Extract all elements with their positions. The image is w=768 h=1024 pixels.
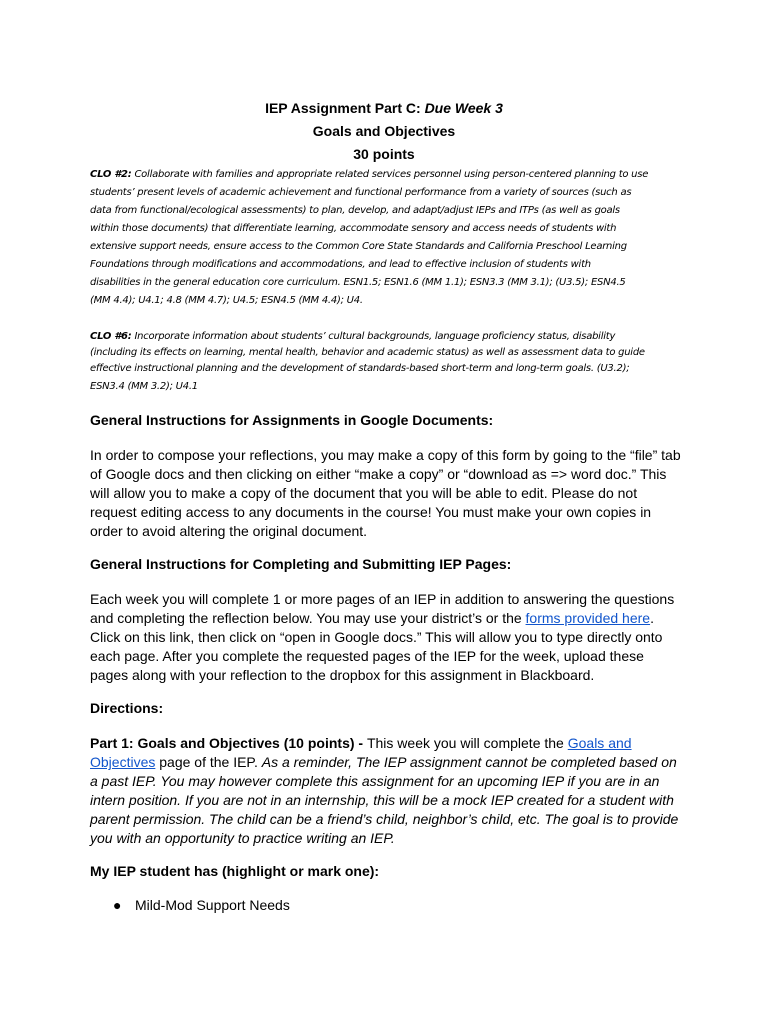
google-docs-line: of Google docs and then clicking on either “make a copy” or “download as => word doc.” This	[90, 466, 667, 482]
google-docs-line: order to avoid altering the original document.	[90, 523, 368, 539]
part1-italic-line: parent permission. The child can be a friend’s child, neighbor’s child, etc. The goal is to provide	[90, 811, 679, 827]
google-docs-heading: General Instructions for Assignments in Google Documents:	[90, 412, 494, 428]
assignment-points: 30 points	[353, 146, 415, 162]
part1-text: page of the IEP.	[155, 754, 262, 770]
part1-title: Part 1: Goals and Objectives (10 points) -	[90, 735, 367, 751]
goals-objectives-link[interactable]: Goals and	[567, 735, 632, 751]
student-type-heading: My IEP student has (highlight or mark one):	[90, 863, 380, 879]
clo2-line: (MM 4.4); U4.1; 4.8 (MM 4.7); U4.5; ESN4.5 (MM 4.4); U4.	[90, 295, 363, 306]
clo6-line	[90, 332, 615, 342]
iep-pages-text: .	[650, 610, 654, 626]
part1-italic-line: intern position. If you are not in an internship, this will be a mock IEP created for a student with	[90, 792, 674, 808]
clo6-line: effective instructional planning and the development of standards-based short-term and long-term goals. (U3.2);	[90, 363, 630, 374]
part1-text: This week you will complete the	[366, 735, 568, 751]
part1-italic: As a reminder, The IEP assignment cannot be completed based on	[261, 754, 677, 770]
clo2-line: Foundations through modifications and accommodations, and lead to effective inclusion of students with	[90, 259, 591, 270]
title-prefix: IEP Assignment Part C:	[265, 100, 425, 116]
iep-pages-line: Click on this link, then click on “open in Google docs.” This will allow you to type directly onto	[90, 629, 663, 645]
forms-provided-link[interactable]: forms provided here	[525, 610, 651, 626]
clo2-text: Collaborate with families and appropriate related services personnel using person-centered planning to use	[131, 169, 649, 180]
part1-italic-line: a past IEP. You may however complete this assignment for an upcoming IEP if you are in an	[90, 773, 660, 789]
clo2-line: disabilities in the general education core curriculum. ESN1.5; ESN1.6 (MM 1.1); ESN3.3 (MM 3.1); (U3.5); ESN4.5	[90, 277, 626, 288]
clo2-line	[90, 170, 648, 180]
clo6-line: ESN3.4 (MM 3.2); U4.1	[90, 381, 198, 392]
assignment-subtitle: Goals and Objectives	[312, 123, 456, 139]
assignment-title	[0, 101, 768, 115]
iep-pages-line: each page. After you complete the requested pages of the IEP for the week, upload these	[90, 648, 644, 664]
goals-objectives-link[interactable]: Objectives	[90, 754, 156, 770]
iep-pages-text: and completing the reflection below. You may use your district’s or the	[90, 610, 526, 626]
iep-pages-heading: General Instructions for Completing and Submitting IEP Pages:	[90, 556, 512, 572]
clo6-text: Incorporate information about students’ cultural backgrounds, language proficiency status, disability	[131, 331, 616, 342]
bullet-icon: ●	[113, 897, 122, 913]
clo6-line: (including its effects on learning, mental health, behavior and academic status) as well as assessment data to guide	[90, 347, 645, 358]
clo2-line: extensive support needs, ensure access to the Common Core State Standards and California Preschool Learning	[90, 241, 627, 252]
clo2-line: within those documents) that differentiate learning, accommodate sensory and access needs of students with	[90, 223, 617, 234]
option-mild-mod[interactable]: Mild-Mod Support Needs	[135, 897, 290, 913]
clo2-line: students’ present levels of academic achievement and functional performance from a variety of sources (such as	[90, 187, 632, 198]
part1-line	[90, 755, 677, 769]
google-docs-line: will allow you to make a copy of the document that you will be able to edit. Please do not	[90, 485, 638, 501]
part1-line	[90, 736, 632, 750]
clo2-label: CLO #2:	[90, 169, 132, 180]
google-docs-line: In order to compose your reflections, you may make a copy of this form by going to the “file” tab	[90, 447, 681, 463]
directions-heading: Directions:	[90, 700, 164, 716]
google-docs-line: request editing access to any documents in the course! You must make your own copies in	[90, 504, 652, 520]
iep-pages-line	[90, 611, 654, 625]
clo6-label: CLO #6:	[90, 331, 132, 342]
iep-pages-line: Each week you will complete 1 or more pages of an IEP in addition to answering the questions	[90, 591, 675, 607]
clo2-line: data from functional/ecological assessments) to plan, develop, and adapt/adjust IEPs and ITPs (as well as goals	[90, 205, 620, 216]
title-due: Due Week 3	[424, 100, 503, 116]
part1-italic-line: you with an opportunity to practice writing an IEP.	[90, 830, 395, 846]
iep-pages-line: pages along with your reflection to the dropbox for this assignment in Blackboard.	[90, 667, 595, 683]
